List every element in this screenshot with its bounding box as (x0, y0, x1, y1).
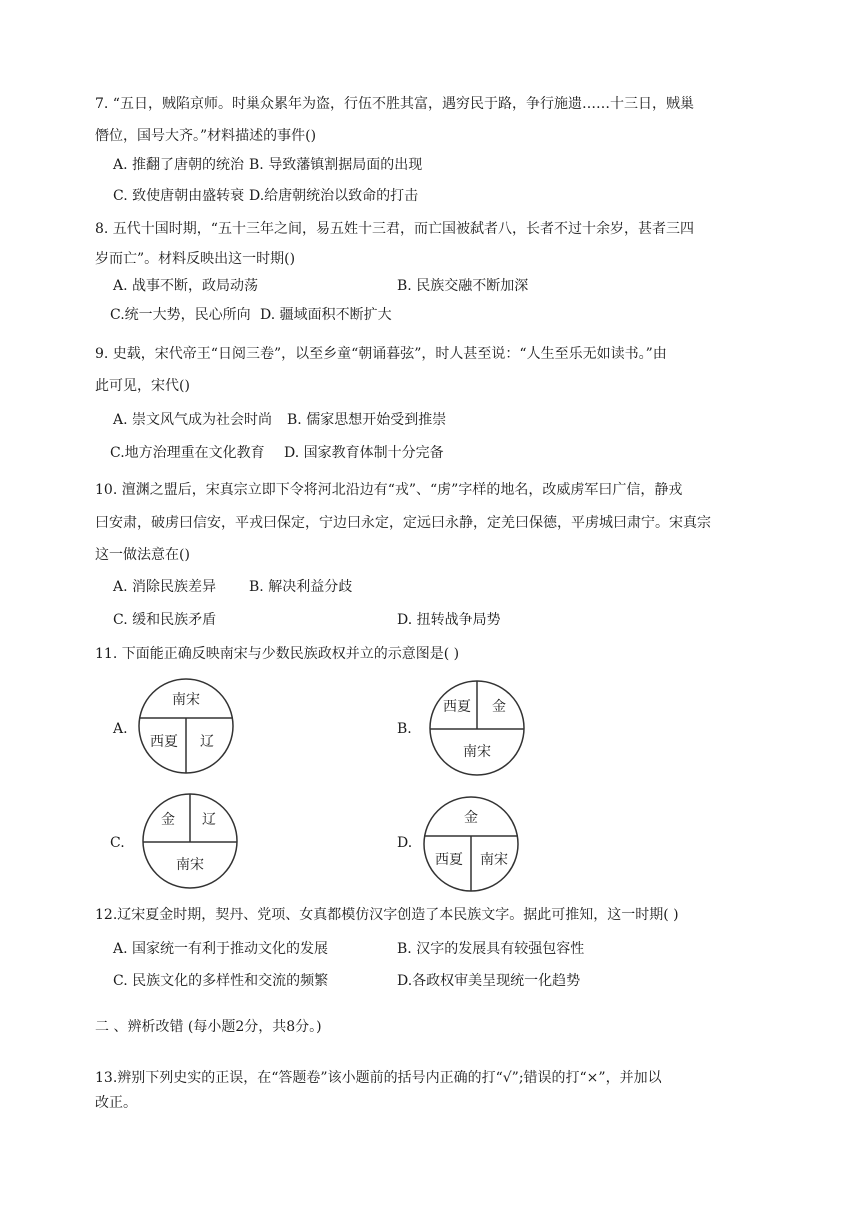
q8-stem-line1: 8. 五代十国时期，“五十三年之间，易五姓十三君，而亡国被弑者八，长者不过十余岁，甚者三四 (95, 221, 694, 237)
q8-option-a: A. 战事不断，政局动荡 (113, 278, 259, 294)
q10-option-c: C. 缓和民族矛盾 (113, 612, 217, 628)
q7-option-b: B. 导致藩镇割据局面的出现 (249, 157, 423, 173)
q9-option-b: B. 儒家思想开始受到推崇 (287, 412, 447, 428)
q11-option-d-label: D. (397, 835, 413, 851)
q8-option-b: B. 民族交融不断加深 (397, 278, 529, 294)
q7-stem-line1: 7. “五日，贼陷京师。时巢众累年为盗，行伍不胜其富，遇穷民于路，争行施遗……十三日，贼巢 (95, 96, 694, 112)
q11-b-region-top-left: 西夏 (443, 699, 471, 715)
q8-option-d: D. 疆域面积不断扩大 (260, 307, 392, 323)
q7-option-a: A. 推翻了唐朝的统治 (113, 157, 245, 173)
q11-c-region-bottom: 南宋 (176, 857, 204, 873)
q11-stem: 11. 下面能正确反映南宋与少数民族政权并立的示意图是( ) (95, 646, 460, 662)
q11-b-region-top-right: 金 (492, 699, 506, 715)
q10-option-b: B. 解决利益分歧 (249, 579, 353, 595)
q11-d-region-top: 金 (464, 810, 478, 826)
q11-c-region-top-left: 金 (161, 812, 175, 828)
q8-stem-line2: 岁而亡”。材料反映出这一时期() (95, 251, 296, 267)
q10-stem-line1: 10. 澶渊之盟后，宋真宗立即下令将河北沿边有“戎”、“虏”字样的地名，改威虏军曰广信，静戎 (95, 482, 683, 498)
q12-option-d: D.各政权审美呈现统一化趋势 (397, 973, 581, 989)
q12-stem: 12.辽宋夏金时期，契丹、党项、女真都模仿汉字创造了本民族文字。据此可推知，这一时期( ) (95, 907, 679, 923)
q10-option-d: D. 扭转战争局势 (397, 612, 501, 628)
q10-stem-line2: 曰安肃，破虏曰信安，平戎曰保定，宁边曰永定，定远曰永静，定羌曰保德，平虏城曰肃宁。宋真宗 (95, 515, 711, 531)
section-2-title: 二 、辨析改错 (每小题2分，共8分。) (95, 1019, 322, 1035)
q12-option-a: A. 国家统一有利于推动文化的发展 (113, 941, 329, 957)
q8-option-c: C.统一大势，民心所向 (110, 307, 251, 323)
q9-stem-line1: 9. 史载，宋代帝王“日阅三卷”，以至乡童“朝诵暮弦”，时人甚至说：“人生至乐无如读书。”由 (95, 346, 667, 362)
q11-c-region-top-right: 辽 (202, 812, 216, 828)
q11-option-b-label: B. (397, 721, 412, 737)
q10-option-a: A. 消除民族差异 (113, 579, 217, 595)
q11-d-region-left: 西夏 (435, 852, 463, 868)
q7-stem-line2: 僭位，国号大齐。”材料描述的事件() (95, 128, 317, 144)
q11-diagram-a (137, 677, 235, 775)
q13-stem-line1: 13.辨别下列史实的正误，在“答题卷”该小题前的括号内正确的打“√”;错误的打“×”，并加以 (95, 1070, 662, 1086)
q12-option-c: C. 民族文化的多样性和交流的频繁 (113, 973, 329, 989)
q7-option-d: D.给唐朝统治以致命的打击 (249, 188, 419, 204)
q11-diagram-c (141, 792, 239, 890)
q12-option-b: B. 汉字的发展具有较强包容性 (397, 941, 585, 957)
q11-d-region-right: 南宋 (480, 852, 508, 868)
q11-a-region-left: 西夏 (150, 734, 178, 750)
q11-a-region-right: 辽 (200, 734, 214, 750)
q11-diagram-b (428, 679, 526, 777)
q11-option-a-label: A. (113, 721, 128, 737)
q11-option-c-label: C. (110, 835, 125, 851)
q9-option-c: C.地方治理重在文化教育 (110, 445, 265, 461)
q11-diagram-d (422, 795, 520, 893)
q9-option-d: D. 国家教育体制十分完备 (284, 445, 444, 461)
q11-b-region-bottom: 南宋 (463, 744, 491, 760)
q9-stem-line2: 此可见，宋代() (95, 378, 190, 394)
q13-stem-line2: 改正。 (95, 1095, 137, 1111)
q9-option-a: A. 崇文风气成为社会时尚 (113, 412, 273, 428)
q11-a-region-top: 南宋 (172, 692, 200, 708)
q10-stem-line3: 这一做法意在() (95, 547, 190, 563)
q7-option-c: C. 致使唐朝由盛转衰 (113, 188, 245, 204)
